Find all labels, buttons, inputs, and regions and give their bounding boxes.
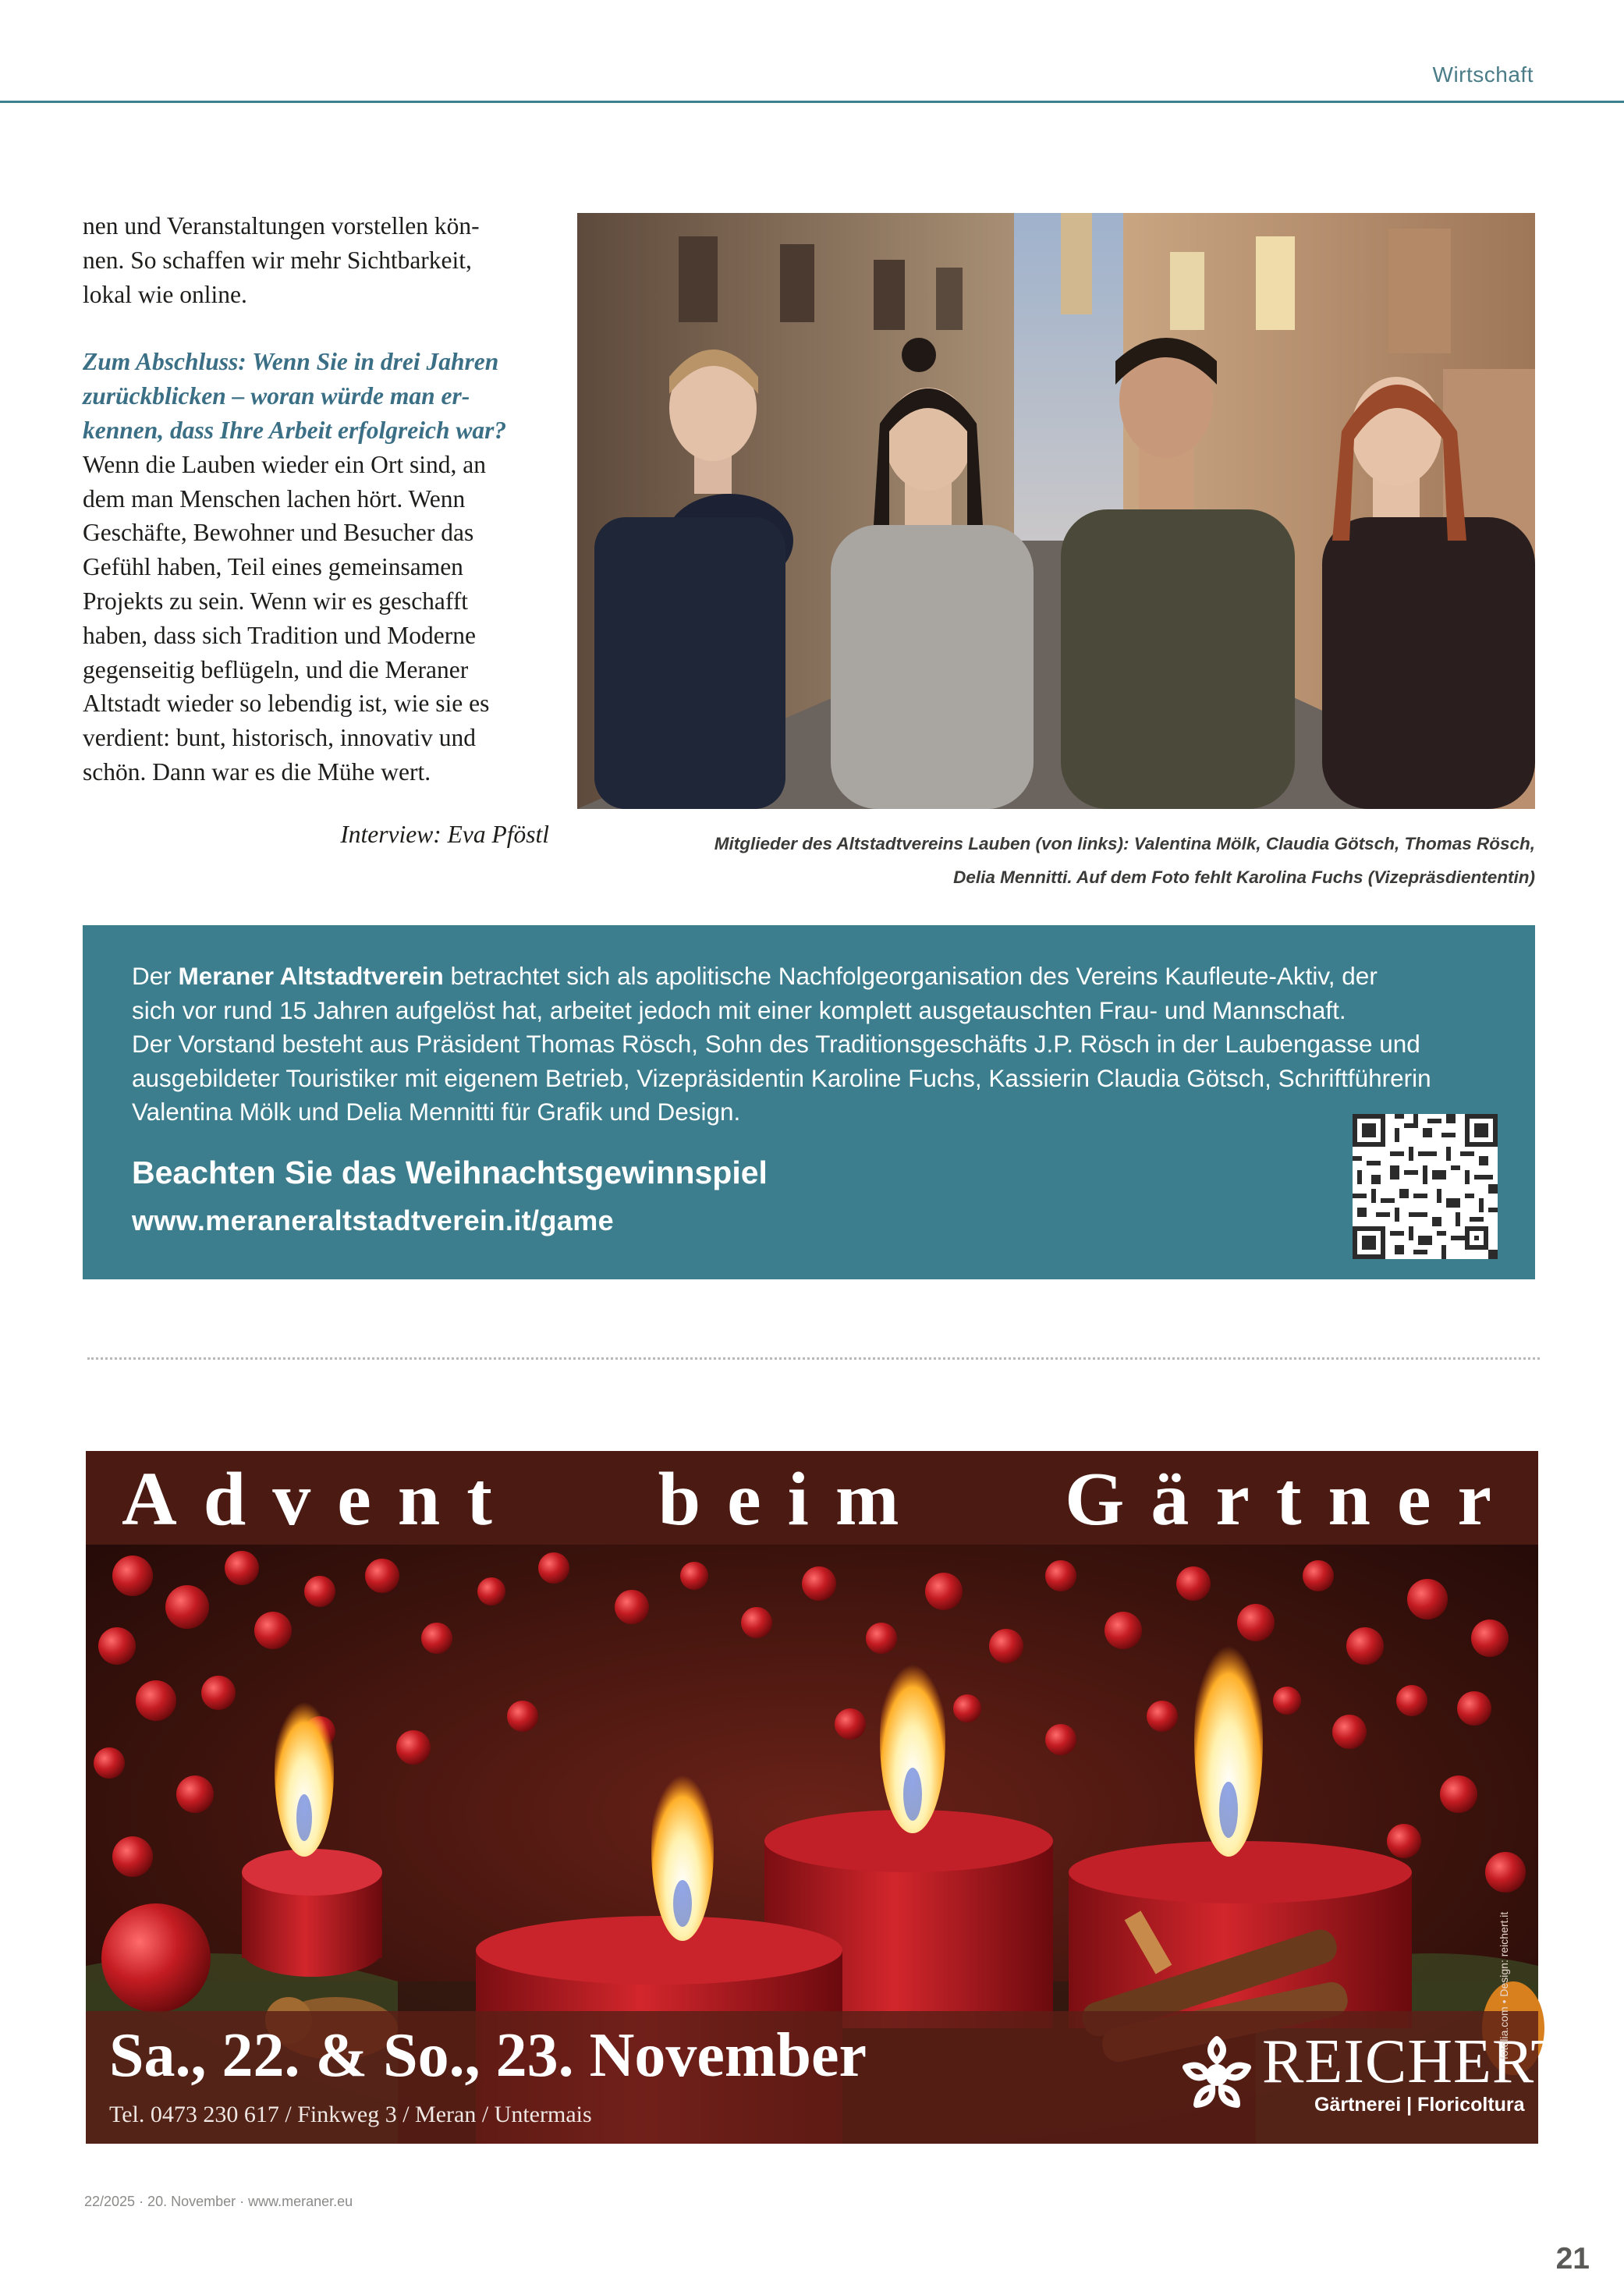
promo-url[interactable]: www.meraneraltstadtverein.it/game — [132, 1204, 615, 1236]
photo-caption: Mitglieder des Altstadtvereins Lauben (von links): Valentina Mölk, Claudia Götsch, Thomas Rösch, Delia Mennitti. Auf dem Foto fehlt Karolina Fuchs (Vizepräsdiententin) — [714, 834, 1535, 887]
brand-subtitle: Gärtnerei | Floricoltura — [1314, 2094, 1525, 2116]
article-intro: nen und Veranstaltungen vorstellen kön- nen. So schaffen wir mehr Sichtbarkeit, lokal wie online. — [83, 212, 480, 308]
promo-title: Beachten Sie das Weihnachtsgewinnspiel — [132, 1155, 768, 1190]
interview-question: Zum Abschluss: Wenn Sie in drei Jahren zurückblicken – woran würde man er- kennen, dass Ihre Arbeit erfolgreich war? — [83, 348, 507, 444]
article-text — [83, 209, 540, 789]
byline: Interview: Eva Pföstl — [340, 821, 549, 848]
header-rule — [0, 101, 1624, 103]
brand-name: REICHERT — [1262, 2027, 1570, 2096]
reichert-logo — [1170, 2027, 1570, 2120]
advertisement — [86, 1451, 1570, 2144]
info-box-board: Der Vorstand besteht aus Präsident Thomas Rösch, Sohn des Traditionsgeschäfts J.P. Rösch in der Laubengasse und ausgebildeter Touristiker mit eigenem Betrieb, Vizepräsidentin Karoline Fuchs, Kassierin Claudia Götsch, Schriftführerin Valentina Mölk und Delia Mennitti für Grafik und Design. — [132, 1030, 1431, 1126]
section-divider — [87, 1357, 1540, 1360]
event-date: Sa., 22. & So., 23. November — [109, 2021, 867, 2090]
info-box — [83, 925, 1535, 1279]
ad-title — [122, 1456, 1518, 1543]
event-contact: Tel. 0473 230 617 / Finkweg 3 / Meran / Untermais — [109, 2102, 592, 2127]
issue-info: 22/2025 · 20. November · www.meraner.eu — [84, 2194, 353, 2209]
image-credit: fotolia.com • Design: reichert.it — [1498, 1911, 1510, 2059]
interview-answer: Wenn die Lauben wieder ein Ort sind, an dem man Menschen lachen hört. Wenn Geschäfte, Bewohner und Besucher das Gefühl haben, Teil eines gemeinsamen Projekts zu sein. Wenn wir es geschafft haben, dass sich Tradition und Moderne gegenseitig beflügeln, und die Meraner Altstadt wieder so lebendig ist, wie sie es verdient: bunt, historisch, innovativ und schön. Dann war es die Mühe wert. — [83, 450, 490, 786]
info-box-lead: Der Meraner Altstadtverein betrachtet sich als apolitische Nachfolgeorganisation des Vereins Kaufleute-Aktiv, der sich vor rund 15 Jahren aufgelöst hat, arbeitet jedoch mit einer komplett ausgetauschten Frau- und Mannschaft. — [132, 962, 1378, 1024]
qr-code[interactable] — [1353, 1114, 1498, 1259]
association-name: Meraner Altstadtverein — [178, 962, 444, 990]
info-box-text — [132, 960, 1512, 1130]
ad-title-word: Gärtner — [1065, 1457, 1518, 1541]
ad-title-word: beim — [658, 1457, 926, 1541]
section-label: Wirtschaft — [1432, 62, 1534, 87]
flower-logo-icon — [1170, 2027, 1264, 2120]
page-number: 21 — [1555, 2242, 1590, 2276]
ad-title-word: Advent — [122, 1457, 519, 1541]
group-photo — [577, 213, 1535, 809]
